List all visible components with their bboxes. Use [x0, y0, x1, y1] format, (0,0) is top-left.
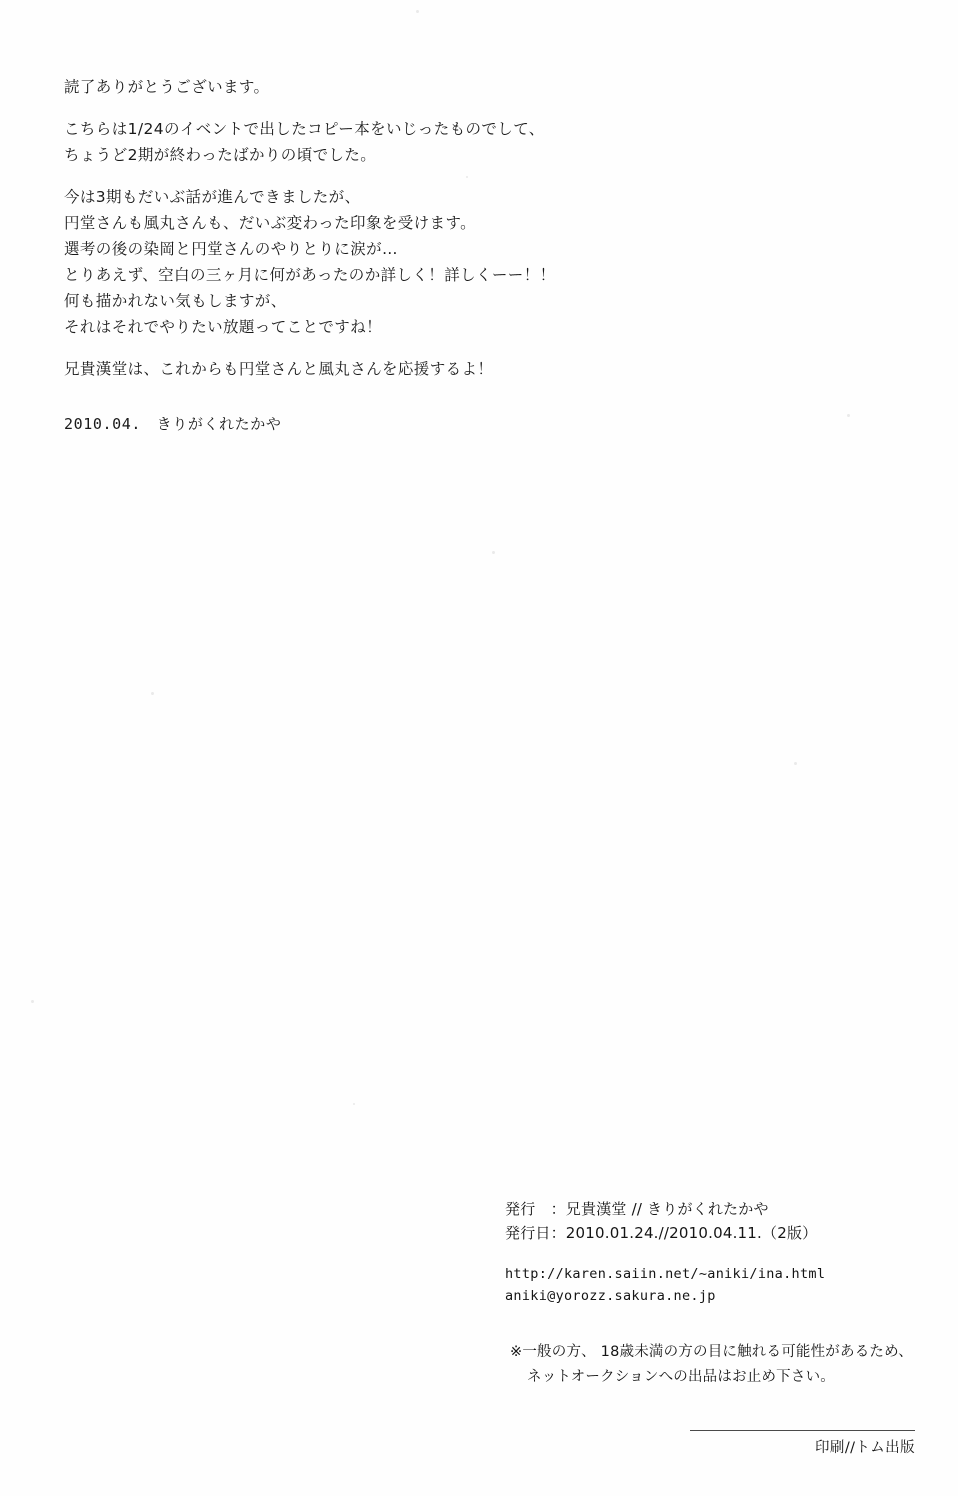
paper-speck [492, 551, 495, 554]
notice-line-2: ネットオークションへの出品はお止め下さい。 [527, 1369, 835, 1385]
auction-notice [510, 1340, 930, 1390]
afterword-line: 円堂さんも風丸さんも、だいぶ変わった印象を受けます。 [64, 214, 477, 232]
afterword-spacer [64, 100, 764, 116]
colophon-email[interactable]: aniki@yorozz.sakura.ne.jp [505, 1288, 716, 1304]
colophon-date: 発行日：2010.01.24.//2010.04.11.（2版） [505, 1224, 818, 1242]
afterword-spacer [64, 340, 764, 356]
printer-divider [690, 1430, 915, 1431]
afterword-line: ちょうど2期が終わったばかりの頃でした。 [64, 146, 377, 164]
afterword-line: 読了ありがとうございます。 [64, 78, 270, 96]
afterword-spacer [64, 168, 764, 184]
paper-speck [794, 762, 797, 765]
colophon-url[interactable]: http://karen.saiin.net/~aniki/ina.html [505, 1266, 826, 1282]
afterword-line: とりあえず、空白の三ヶ月に何があったのか詳しく！詳しくーー！！ [64, 266, 556, 284]
paper-speck [151, 692, 154, 695]
paper-speck [31, 1000, 34, 1003]
afterword-line: 今は3期もだいぶ話が進んできましたが、 [64, 188, 361, 206]
afterword-text-block [64, 74, 764, 382]
colophon-publisher: 発行 ：兄貴漢堂 // きりがくれたかや [505, 1200, 769, 1218]
printer-label: 印刷//トム出版 [815, 1440, 915, 1456]
paper-speck [847, 414, 850, 417]
colophon-block [505, 1197, 925, 1307]
notice-line-1: ※一般の方、 18歳未満の方の目に触れる可能性があるため、 [510, 1344, 913, 1360]
afterword-line: 何も描かれない気もしますが、 [64, 292, 287, 310]
afterword-line: それはそれでやりたい放題ってことですね！ [64, 318, 383, 336]
printer-credit [690, 1430, 915, 1457]
colophon-spacer [505, 1245, 925, 1263]
paper-speck [353, 1103, 355, 1105]
afterword-line: こちらは1/24のイベントで出したコピー本をいじったものでして、 [64, 120, 545, 138]
afterword-line: 選考の後の染岡と円堂さんのやりとりに涙が… [64, 240, 398, 258]
author-signature: 2010.04. きりがくれたかや [64, 415, 282, 433]
afterword-line: 兄貴漢堂は、これからも円堂さんと風丸さんを応援するよ！ [64, 360, 494, 378]
paper-speck [416, 10, 419, 13]
